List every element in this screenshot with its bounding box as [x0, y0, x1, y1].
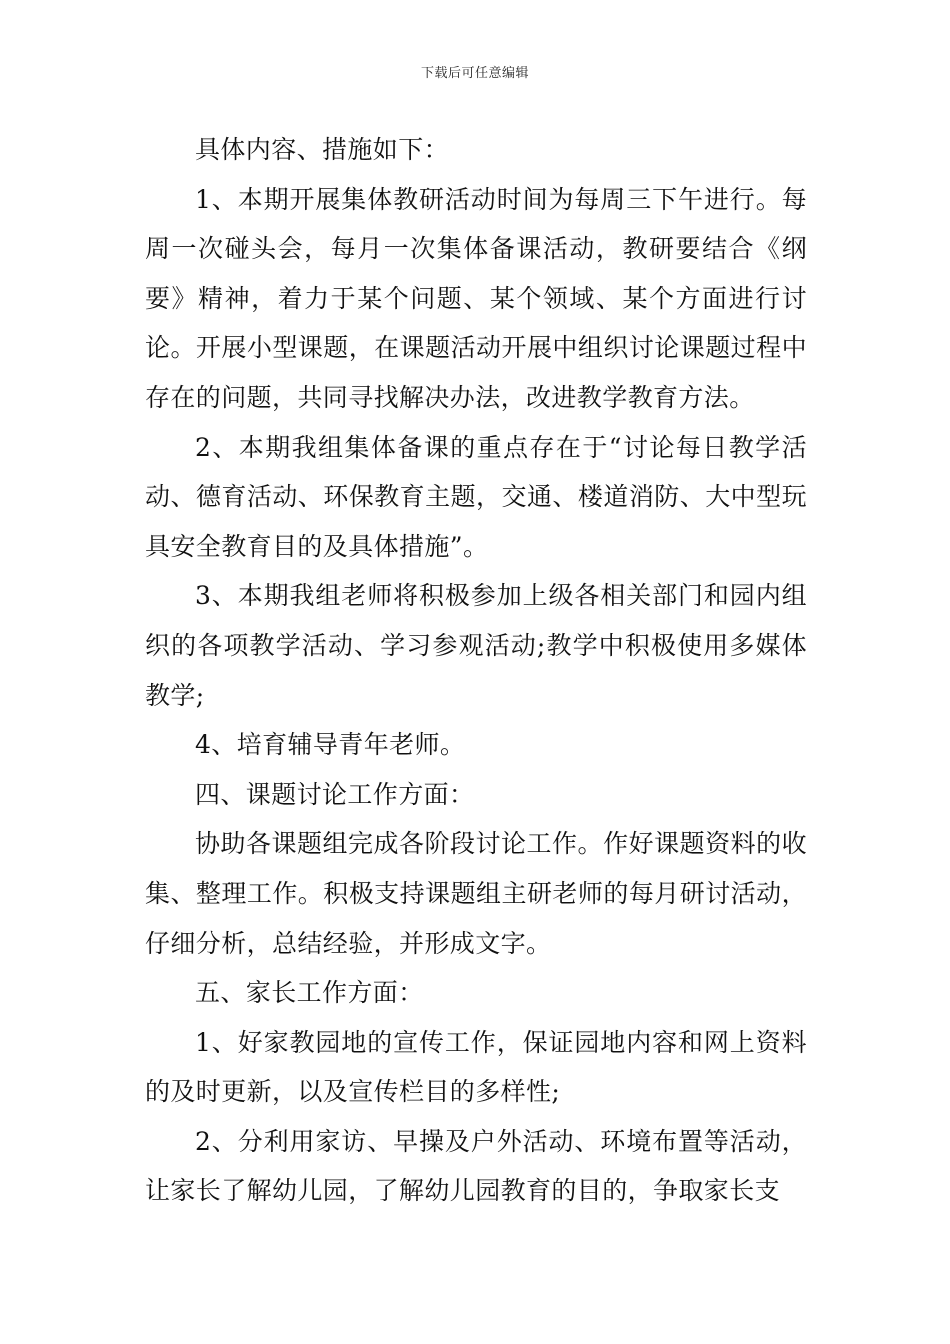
paragraph-intro: 具体内容、措施如下： [195, 135, 450, 164]
paragraph-parent-1: 1、好家教园地的宣传工作，保证园地内容和网上资料的及时更新，以及宣传栏目的多样性; [145, 1027, 807, 1107]
section-heading-4: 四、课题讨论工作方面： [195, 779, 475, 809]
paragraph-research: 协助各课题组完成各阶段讨论工作。作好课题资料的收集、整理工作。积极支持课题组主研老师的每月研讨活动，仔细分析，总结经验，并形成文字。 [145, 829, 807, 958]
paragraph-item-4: 4、培育辅导青年老师。 [195, 730, 466, 760]
section-heading-5: 五、家长工作方面： [195, 978, 424, 1008]
page-header: 下载后可任意编辑 [420, 66, 529, 81]
paragraph-item-1: 1、本期开展集体教研活动时间为每周三下午进行。每周一次碰头会，每月一次集体备课活动，教研要结合《纲要》精神，着力于某个问题、某个领域、某个方面进行讨论。开展小型课题，在课题活动开展中组织讨论课题过程中存在的问题，共同寻找解决办法，改进教学教育方法。 [145, 184, 807, 412]
paragraph-item-3: 3、本期我组老师将积极参加上级各相关部门和园内组织的各项教学活动、学习参观活动;教学中积极使用多媒体教学; [145, 581, 807, 710]
paragraph-item-2: 2、本期我组集体备课的重点存在于“讨论每日教学活动、德育活动、环保教育主题，交通、楼道消防、大中型玩具安全教育目的及具体措施”。 [145, 432, 807, 561]
document-body [145, 125, 807, 1216]
paragraph-parent-2: 2、分利用家访、早操及户外活动、环境布置等活动，让家长了解幼儿园，了解幼儿园教育的目的，争取家长支 [145, 1126, 807, 1206]
